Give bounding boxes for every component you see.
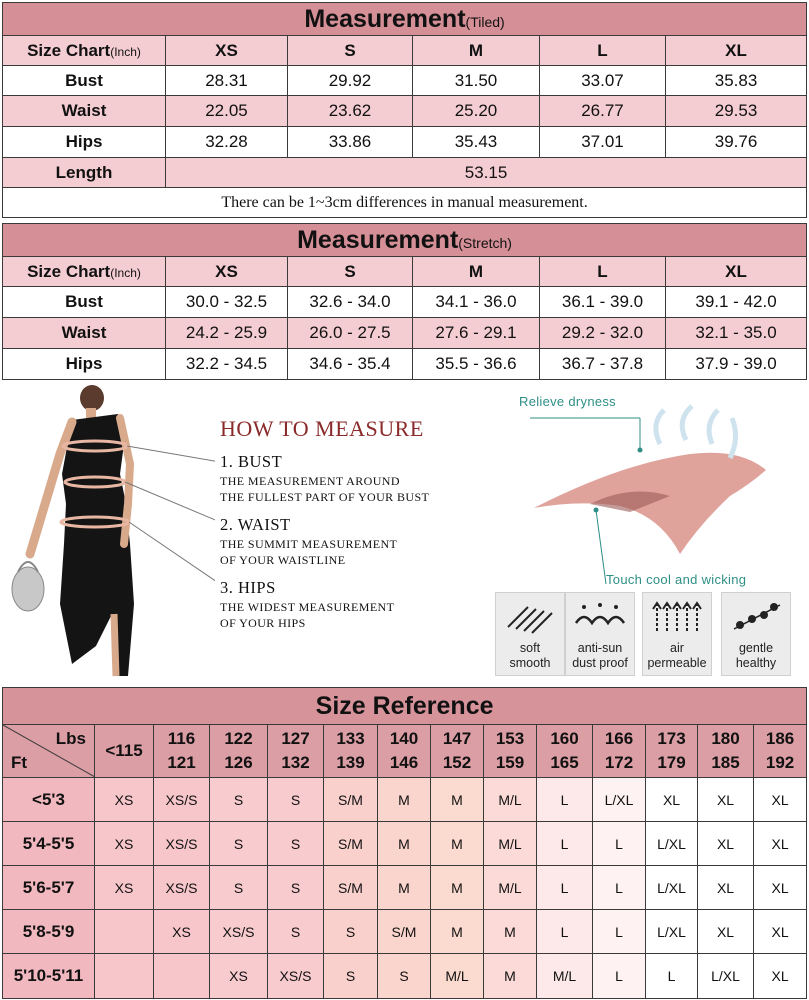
height-label: <5'3	[3, 778, 95, 822]
length-label: Length	[3, 158, 166, 188]
size-cell: L	[646, 954, 698, 999]
tiled-waist-row	[3, 96, 807, 127]
cell: 25.20	[413, 96, 540, 127]
desc-line: THE FULLEST PART OF YOUR BUST	[220, 490, 430, 504]
weight-header	[698, 725, 754, 778]
weight-bottom: 179	[657, 753, 686, 772]
size-cell: S	[324, 954, 378, 999]
table-row	[3, 778, 807, 822]
feature-gentle-healthy	[721, 592, 791, 676]
cell: 29.92	[288, 66, 413, 96]
size-cell: XS	[154, 910, 210, 954]
tiled-hips-row	[3, 127, 807, 158]
size-cell: XS	[210, 954, 268, 999]
tiled-title-row	[3, 3, 807, 36]
size-cell: L/XL	[646, 866, 698, 910]
tiled-size-l: L	[540, 36, 666, 66]
stretch-title-suffix: (Stretch)	[458, 234, 512, 251]
size-cell: L	[537, 778, 593, 822]
tiled-size-s: S	[288, 36, 413, 66]
size-cell: XS	[95, 866, 154, 910]
size-cell	[95, 910, 154, 954]
weight-bottom: 172	[604, 753, 634, 772]
size-cell: M	[431, 822, 484, 866]
size-reference-table	[2, 687, 807, 999]
size-cell	[154, 954, 210, 999]
size-cell: L/XL	[593, 778, 646, 822]
cell: 32.28	[166, 127, 288, 158]
weight-bottom: 152	[442, 753, 472, 772]
size-cell: XL	[646, 778, 698, 822]
cell: 35.43	[413, 127, 540, 158]
size-cell: M	[378, 822, 431, 866]
table-row	[3, 822, 807, 866]
stretch-size-l: L	[540, 257, 666, 287]
cell: 36.1 - 39.0	[540, 287, 666, 318]
cell: 26.0 - 27.5	[288, 318, 413, 349]
weight-top: 160	[550, 729, 579, 748]
size-cell: XS/S	[154, 866, 210, 910]
weight-top: 186	[765, 729, 795, 748]
tiled-note-row	[3, 188, 807, 218]
height-label: 5'8-5'9	[3, 910, 95, 954]
size-cell: S/M	[324, 822, 378, 866]
weight-top: 180	[711, 729, 740, 748]
row-label: Waist	[3, 96, 166, 127]
size-cell: XS/S	[154, 822, 210, 866]
tiled-size-xl: XL	[666, 36, 807, 66]
weight-top: 147	[442, 729, 472, 748]
size-cell: M	[431, 778, 484, 822]
size-cell: XS/S	[154, 778, 210, 822]
size-cell: XL	[754, 910, 807, 954]
tiled-size-chart-label	[3, 36, 166, 66]
feature-label	[643, 641, 711, 671]
how-to-measure-title: HOW TO MEASURE	[220, 416, 424, 441]
size-cell: S	[210, 822, 268, 866]
feature-air-permeable	[642, 592, 712, 676]
step-bust-heading: 1. BUST	[220, 452, 283, 471]
touch-cool-label: Touch cool and wicking	[606, 572, 747, 587]
size-cell: L	[537, 910, 593, 954]
weight-top: 133	[336, 729, 365, 748]
tiled-size-m: M	[413, 36, 540, 66]
fabric-swatch-icon	[500, 404, 790, 584]
tiled-size-xs: XS	[166, 36, 288, 66]
weight-header	[431, 725, 484, 778]
weight-header	[754, 725, 807, 778]
weight-top: 122	[224, 729, 253, 748]
size-reference-body	[3, 778, 807, 999]
size-cell: XL	[754, 822, 807, 866]
lbs-label: Lbs	[55, 729, 86, 748]
stretch-bust-row	[3, 287, 807, 318]
step-hips-heading: 3. HIPS	[220, 578, 276, 597]
stretch-size-s: S	[288, 257, 413, 287]
size-cell: M	[484, 954, 537, 999]
cell: 36.7 - 37.8	[540, 349, 666, 380]
cell: 30.0 - 32.5	[166, 287, 288, 318]
size-cell: XL	[754, 866, 807, 910]
weight-bottom: 146	[389, 753, 419, 772]
feature-line: dust proof	[572, 656, 628, 670]
size-cell: M/L	[431, 954, 484, 999]
weight-bottom: 126	[224, 753, 253, 772]
weight-header	[210, 725, 268, 778]
cell: 34.6 - 35.4	[288, 349, 413, 380]
feature-line: gentle	[738, 641, 774, 655]
weight-header	[593, 725, 646, 778]
measurement-note: There can be 1~3cm differences in manual measurement.	[3, 188, 807, 218]
size-cell: M	[378, 866, 431, 910]
cell: 32.6 - 34.0	[288, 287, 413, 318]
size-cell: XL	[698, 866, 754, 910]
weight-header	[95, 725, 154, 778]
air-permeable-icon	[647, 597, 707, 637]
step-hips-desc	[220, 599, 394, 631]
size-cell: S	[268, 866, 324, 910]
desc-line: OF YOUR WAISTLINE	[220, 553, 346, 567]
weight-header	[484, 725, 537, 778]
size-cell: M	[378, 778, 431, 822]
cell: 28.31	[166, 66, 288, 96]
size-cell: M	[431, 910, 484, 954]
tiled-title-suffix: (Tiled)	[465, 13, 505, 30]
cell: 35.5 - 36.6	[413, 349, 540, 380]
cell: 39.76	[666, 127, 807, 158]
cell: 27.6 - 29.1	[413, 318, 540, 349]
size-cell: S/M	[324, 778, 378, 822]
height-label: 5'6-5'7	[3, 866, 95, 910]
size-cell: XS/S	[210, 910, 268, 954]
size-cell: L/XL	[698, 954, 754, 999]
weight-bottom: 165	[550, 753, 579, 772]
cell: 24.2 - 25.9	[166, 318, 288, 349]
desc-line: THE WIDEST MEASUREMENT	[220, 600, 395, 614]
weight-bottom: 159	[495, 753, 525, 772]
model-figure-icon	[0, 384, 215, 684]
cell: 23.62	[288, 96, 413, 127]
table-row	[3, 954, 807, 999]
cell: 35.83	[666, 66, 807, 96]
step-bust-desc	[220, 473, 429, 505]
desc-line: OF YOUR HIPS	[220, 616, 306, 630]
tiled-bust-row	[3, 66, 807, 96]
cell: 22.05	[166, 96, 288, 127]
feature-soft-smooth	[495, 592, 565, 676]
stretch-hips-row	[3, 349, 807, 380]
size-cell: XL	[754, 954, 807, 999]
table-row	[3, 910, 807, 954]
stretch-measurement-table	[2, 223, 807, 380]
size-cell: M/L	[484, 866, 537, 910]
size-cell	[95, 954, 154, 999]
weight-top: 166	[604, 729, 634, 748]
weight-header-row	[3, 725, 807, 778]
feature-line: permeable	[647, 656, 707, 670]
step-waist-heading: 2. WAIST	[220, 515, 291, 534]
soft-smooth-icon	[500, 597, 560, 637]
size-cell: S	[324, 910, 378, 954]
feature-label	[722, 641, 790, 671]
cell: 29.2 - 32.0	[540, 318, 666, 349]
stretch-title	[3, 224, 807, 257]
weight-header	[646, 725, 698, 778]
stretch-title-text: Measurement	[297, 225, 459, 254]
tiled-size-row	[3, 36, 807, 66]
cell: 39.1 - 42.0	[666, 287, 807, 318]
feature-line: anti-sun	[577, 641, 623, 655]
stretch-title-row	[3, 224, 807, 257]
stretch-size-row	[3, 257, 807, 287]
size-cell: S	[210, 866, 268, 910]
size-cell: S	[268, 910, 324, 954]
row-label: Waist	[3, 318, 166, 349]
weight-header	[154, 725, 210, 778]
table-row	[3, 866, 807, 910]
size-cell: S	[210, 778, 268, 822]
desc-line: THE MEASUREMENT AROUND	[220, 474, 400, 488]
cell: 32.2 - 34.5	[166, 349, 288, 380]
size-cell: L/XL	[646, 910, 698, 954]
cell: 37.01	[540, 127, 666, 158]
cell: 32.1 - 35.0	[666, 318, 807, 349]
tiled-title-text: Measurement	[304, 4, 466, 33]
weight-bottom: 192	[765, 753, 795, 772]
height-label: 5'10-5'11	[3, 954, 95, 999]
stretch-size-unit: (Inch)	[110, 265, 141, 280]
anti-sun-icon	[570, 597, 630, 637]
weight-header	[268, 725, 324, 778]
feature-line: smooth	[509, 656, 551, 670]
size-cell: L	[593, 866, 646, 910]
size-cell: XL	[698, 778, 754, 822]
size-cell: L	[537, 822, 593, 866]
size-cell: L	[593, 822, 646, 866]
weight-top: 116	[167, 729, 196, 748]
tiled-title	[3, 3, 807, 36]
size-cell: L/XL	[646, 822, 698, 866]
cell: 33.07	[540, 66, 666, 96]
weight-top: 173	[657, 729, 686, 748]
tiled-size-unit: (Inch)	[110, 44, 141, 59]
weight-top: 127	[281, 729, 310, 748]
stretch-size-chart-label	[3, 257, 166, 287]
feature-label	[566, 641, 634, 671]
weight-bottom: 121	[167, 753, 196, 772]
size-cell: L	[593, 910, 646, 954]
desc-line: THE SUMMIT MEASUREMENT	[220, 537, 398, 551]
stretch-size-xl: XL	[666, 257, 807, 287]
length-value: 53.15	[166, 158, 807, 188]
size-cell: M/L	[484, 778, 537, 822]
size-cell: M/L	[484, 822, 537, 866]
weight-header	[378, 725, 431, 778]
size-cell: L	[593, 954, 646, 999]
stretch-size-label: Size Chart	[27, 261, 111, 281]
feature-anti-sun	[565, 592, 635, 676]
cell: 33.86	[288, 127, 413, 158]
relieve-dryness-label: Relieve dryness	[519, 394, 616, 409]
size-cell: S	[268, 822, 324, 866]
feature-line: healthy	[735, 656, 777, 670]
weight-header	[324, 725, 378, 778]
size-cell: XL	[698, 822, 754, 866]
size-cell: XS	[95, 822, 154, 866]
size-cell: L	[537, 866, 593, 910]
stretch-size-m: M	[413, 257, 540, 287]
weight-bottom: 139	[336, 753, 365, 772]
lbs-ft-corner	[3, 725, 95, 778]
size-cell: XS	[95, 778, 154, 822]
feature-line: air	[670, 641, 684, 655]
cell: 26.77	[540, 96, 666, 127]
tiled-measurement-table	[2, 2, 807, 218]
size-cell: M/L	[537, 954, 593, 999]
ft-label: Ft	[11, 753, 28, 772]
size-cell: S	[268, 778, 324, 822]
weight-bottom: 185	[711, 753, 740, 772]
tiled-length-row	[3, 158, 807, 188]
stretch-size-xs: XS	[166, 257, 288, 287]
weight-bottom: 132	[281, 753, 310, 772]
row-label: Hips	[3, 127, 166, 158]
cell: 31.50	[413, 66, 540, 96]
weight-top: 153	[495, 729, 525, 748]
row-label: Bust	[3, 66, 166, 96]
size-cell: M	[484, 910, 537, 954]
weight-header	[537, 725, 593, 778]
height-label: 5'4-5'5	[3, 822, 95, 866]
size-cell: XL	[754, 778, 807, 822]
how-to-measure-section	[0, 384, 809, 684]
cell: 34.1 - 36.0	[413, 287, 540, 318]
size-reference-title: Size Reference	[3, 688, 807, 725]
row-label: Hips	[3, 349, 166, 380]
step-waist-desc	[220, 536, 397, 568]
size-cell: XL	[698, 910, 754, 954]
cell: 37.9 - 39.0	[666, 349, 807, 380]
size-cell: XS/S	[268, 954, 324, 999]
feature-line: soft	[519, 641, 541, 655]
stretch-waist-row	[3, 318, 807, 349]
weight-top: 140	[389, 729, 419, 748]
gentle-healthy-icon	[726, 597, 786, 637]
size-cell: S/M	[378, 910, 431, 954]
tiled-size-label: Size Chart	[27, 40, 111, 60]
row-label: Bust	[3, 287, 166, 318]
weight-top: <115	[105, 741, 143, 760]
size-cell: M	[431, 866, 484, 910]
size-cell: S/M	[324, 866, 378, 910]
cell: 29.53	[666, 96, 807, 127]
size-cell: S	[378, 954, 431, 999]
size-reference-title-row	[3, 688, 807, 725]
feature-label	[496, 641, 564, 671]
